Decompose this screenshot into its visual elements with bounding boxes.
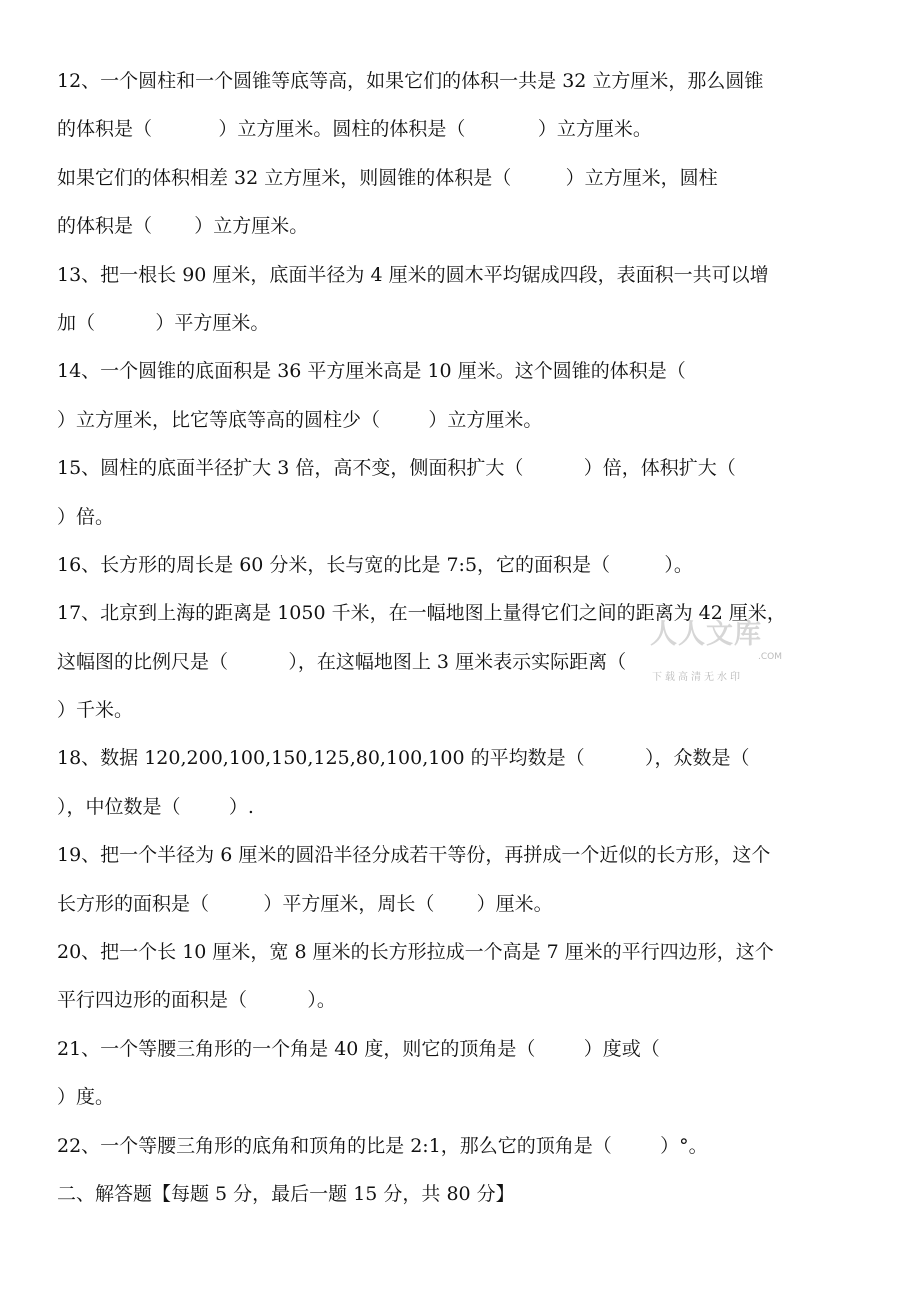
- question-line: 20、把一个长 10 厘米，宽 8 厘米的长方形拉成一个高是 7 厘米的平行四边形，这个: [57, 941, 774, 964]
- question-line: 17、北京到上海的距离是 1050 千米，在一幅地图上量得它们之间的距离为 42 厘米，: [57, 602, 786, 625]
- exam-page: [57, 62, 877, 1223]
- question-line: 22、一个等腰三角形的底角和顶角的比是 2:1，那么它的顶角是（ ）°。: [57, 1134, 708, 1157]
- question-line: 12、一个圆柱和一个圆锥等底等高，如果它们的体积一共是 32 立方厘米，那么圆锥: [57, 70, 764, 92]
- question-line: 18、数据 120,200,100,150,125,80,100,100 的平均数是（ ），众数是（: [57, 747, 750, 770]
- question-line: 这幅图的比例尺是（ ），在这幅地图上 3 厘米表示实际距离（: [57, 650, 627, 673]
- question-line: 平行四边形的面积是（ ）。: [57, 989, 336, 1012]
- question-line: 13、把一根长 90 厘米，底面半径为 4 厘米的圆木平均锯成四段，表面积一共可以增: [57, 263, 769, 286]
- watermark-tagline: 下载高清无水印: [652, 672, 743, 683]
- watermark-brand: 人人文库: [650, 619, 762, 650]
- question-line: 14、一个圆锥的底面积是 36 平方厘米高是 10 厘米。这个圆锥的体积是（: [57, 360, 686, 383]
- question-line: ），中位数是（ ）.: [57, 795, 254, 818]
- question-line: 二、解答题【每题 5 分，最后一题 15 分，共 80 分】: [57, 1182, 515, 1205]
- question-line: ）立方厘米，比它等底等高的圆柱少（ ）立方厘米。: [57, 408, 543, 431]
- question-line: ）度。: [57, 1086, 115, 1109]
- question-line: ）千米。: [57, 699, 134, 722]
- question-line: 的体积是（ ）立方厘米。: [57, 215, 309, 238]
- question-line: 19、把一个半径为 6 厘米的圆沿半径分成若干等份，再拼成一个近似的长方形，这个: [57, 844, 771, 867]
- question-line: 长方形的面积是（ ）平方厘米，周长（ ）厘米。: [57, 892, 553, 915]
- question-line: 加（ ）平方厘米。: [57, 311, 270, 334]
- question-line: ）倍。: [57, 505, 115, 528]
- question-line: 15、圆柱的底面半径扩大 3 倍，高不变，侧面积扩大（ ）倍，体积扩大（: [57, 457, 736, 480]
- question-line: 16、长方形的周长是 60 分米，长与宽的比是 7:5，它的面积是（ ）。: [57, 553, 693, 576]
- question-line: 的体积是（ ）立方厘米。圆柱的体积是（ ）立方厘米。: [57, 118, 652, 141]
- question-line: 如果它们的体积相差 32 立方厘米，则圆锥的体积是（ ）立方厘米，圆柱: [57, 166, 718, 189]
- question-line: 21、一个等腰三角形的一个角是 40 度，则它的顶角是（ ）度或（: [57, 1037, 660, 1060]
- watermark-domain: .COM: [758, 652, 782, 662]
